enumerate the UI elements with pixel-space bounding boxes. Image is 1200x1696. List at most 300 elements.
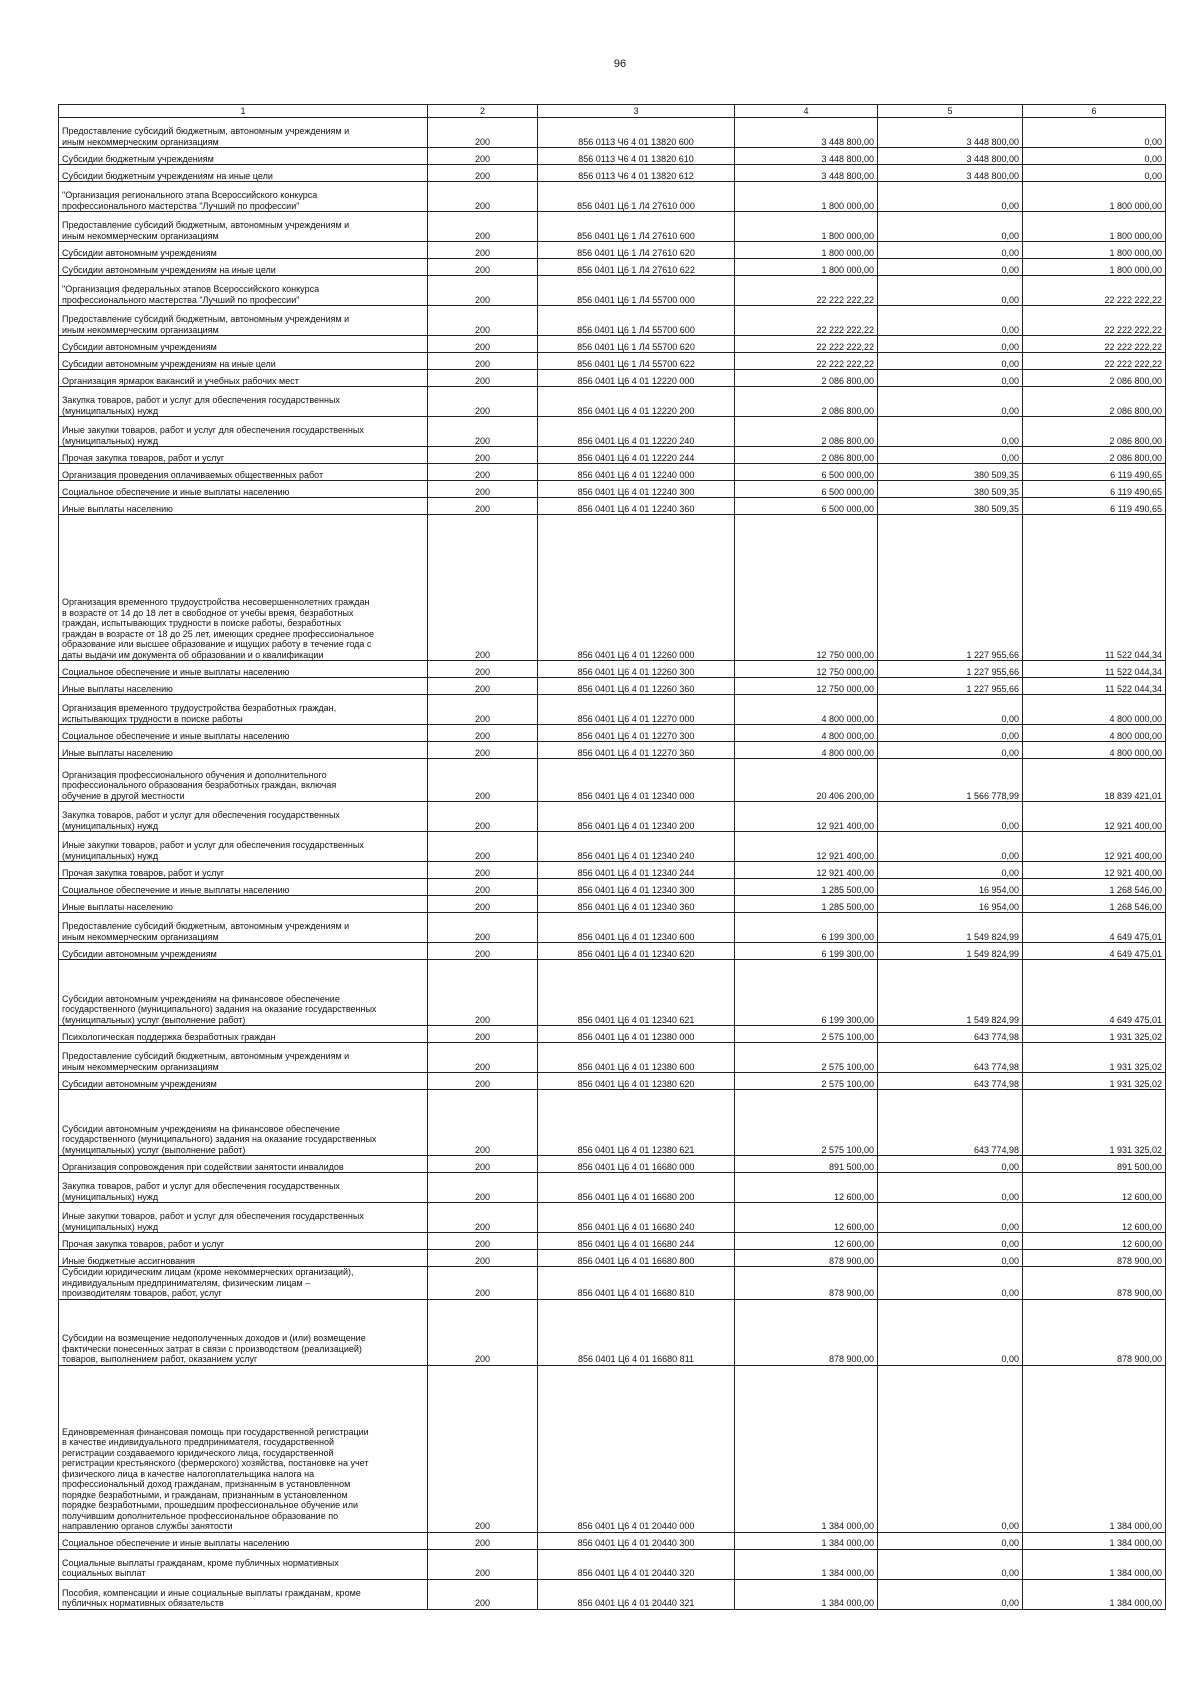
row-col5-value: 0,00: [878, 259, 1023, 276]
row-col4-value: 4 800 000,00: [735, 695, 878, 725]
table-row: [59, 1579, 1166, 1609]
row-group-cell: 200: [428, 661, 538, 678]
row-name-cell: Субсидии автономным учреждениям: [59, 1073, 428, 1090]
table-row: [59, 165, 1166, 182]
row-col5-value: 0,00: [878, 1267, 1023, 1300]
row-code-cell: 856 0401 Ц6 4 01 12270 300: [538, 725, 735, 742]
row-col4-value: 1 800 000,00: [735, 259, 878, 276]
row-col4-value: 12 750 000,00: [735, 678, 878, 695]
row-code-cell: 856 0401 Ц6 4 01 12260 360: [538, 678, 735, 695]
row-col4-value: 1 285 500,00: [735, 879, 878, 896]
row-col6-value: 1 384 000,00: [1023, 1579, 1166, 1609]
table-row: [59, 1156, 1166, 1173]
row-name-cell: Единовременная финансовая помощь при государственной регистрации в качестве индивидуального предпринимателя, государственной регистрации создаваемого юридического лица, государственной регистрации крестьянского (фермерского) хозяйства, постановке на учет физического лица в качестве налогоплательщика налога на профессиональный доход гражданам, признанным в установленном порядке безработными, и гражданам, признанным в установленном порядке безработными, прошедшим профессиональное обучение или получившим дополнительное профессиональное образование по направлению органов службы занятости: [59, 1365, 428, 1532]
row-code-cell: 856 0401 Ц6 4 01 12260 000: [538, 515, 735, 661]
row-name-cell: Иные выплаты населению: [59, 678, 428, 695]
row-col5-value: 643 774,98: [878, 1043, 1023, 1073]
row-col6-value: 1 384 000,00: [1023, 1532, 1166, 1549]
row-col5-value: 16 954,00: [878, 896, 1023, 913]
row-col4-value: 2 575 100,00: [735, 1026, 878, 1043]
header-cell-1: 1: [59, 105, 428, 118]
row-col4-value: 2 086 800,00: [735, 387, 878, 417]
row-code-cell: 856 0401 Ц6 4 01 12260 300: [538, 661, 735, 678]
table-row: [59, 862, 1166, 879]
row-col6-value: 22 222 222,22: [1023, 353, 1166, 370]
row-col6-value: 0,00: [1023, 148, 1166, 165]
table-row: [59, 1299, 1166, 1365]
row-col5-value: 3 448 800,00: [878, 148, 1023, 165]
row-col4-value: 3 448 800,00: [735, 118, 878, 148]
row-group-cell: 200: [428, 259, 538, 276]
row-name-cell: Прочая закупка товаров, работ и услуг: [59, 447, 428, 464]
row-code-cell: 856 0401 Ц6 4 01 12220 244: [538, 447, 735, 464]
row-col5-value: 0,00: [878, 276, 1023, 306]
row-col4-value: 20 406 200,00: [735, 759, 878, 802]
budget-table: [58, 104, 1166, 1610]
table-row: [59, 913, 1166, 943]
row-col6-value: 0,00: [1023, 118, 1166, 148]
row-code-cell: 856 0401 Ц6 4 01 12380 000: [538, 1026, 735, 1043]
row-col5-value: 0,00: [878, 695, 1023, 725]
table-row: [59, 1026, 1166, 1043]
row-group-cell: 200: [428, 1156, 538, 1173]
row-code-cell: 856 0401 Ц6 4 01 20440 320: [538, 1549, 735, 1579]
row-col6-value: 12 600,00: [1023, 1203, 1166, 1233]
row-col5-value: 0,00: [878, 242, 1023, 259]
row-code-cell: 856 0401 Ц6 1 Л4 27610 000: [538, 182, 735, 212]
row-name-cell: Социальное обеспечение и иные выплаты населению: [59, 879, 428, 896]
row-group-cell: 200: [428, 118, 538, 148]
row-col6-value: 6 119 490,65: [1023, 481, 1166, 498]
row-col4-value: 2 575 100,00: [735, 1090, 878, 1156]
row-name-cell: Психологическая поддержка безработных граждан: [59, 1026, 428, 1043]
row-col4-value: 1 384 000,00: [735, 1532, 878, 1549]
row-code-cell: 856 0401 Ц6 1 Л4 27610 620: [538, 242, 735, 259]
row-col4-value: 2 575 100,00: [735, 1043, 878, 1073]
row-col5-value: 16 954,00: [878, 879, 1023, 896]
row-group-cell: 200: [428, 1203, 538, 1233]
row-col5-value: 0,00: [878, 832, 1023, 862]
row-col5-value: 0,00: [878, 1250, 1023, 1267]
table-row: [59, 148, 1166, 165]
row-col4-value: 878 900,00: [735, 1267, 878, 1300]
table-row: [59, 1203, 1166, 1233]
header-cell-6: 6: [1023, 105, 1166, 118]
row-col5-value: 380 509,35: [878, 464, 1023, 481]
row-col6-value: 878 900,00: [1023, 1299, 1166, 1365]
row-name-cell: Предоставление субсидий бюджетным, автономным учреждениям и иным некоммерческим организациям: [59, 306, 428, 336]
row-code-cell: 856 0401 Ц6 4 01 12270 360: [538, 742, 735, 759]
row-col6-value: 11 522 044,34: [1023, 515, 1166, 661]
row-col6-value: 11 522 044,34: [1023, 678, 1166, 695]
row-name-cell: Закупка товаров, работ и услуг для обеспечения государственных (муниципальных) нужд: [59, 1173, 428, 1203]
row-col4-value: 12 750 000,00: [735, 661, 878, 678]
row-group-cell: 200: [428, 725, 538, 742]
row-col6-value: 4 800 000,00: [1023, 725, 1166, 742]
row-group-cell: 200: [428, 1173, 538, 1203]
table-row: [59, 1043, 1166, 1073]
row-col6-value: 1 384 000,00: [1023, 1549, 1166, 1579]
row-col6-value: 2 086 800,00: [1023, 370, 1166, 387]
row-col6-value: 878 900,00: [1023, 1267, 1166, 1300]
table-row: [59, 661, 1166, 678]
table-row: [59, 695, 1166, 725]
row-col4-value: 1 384 000,00: [735, 1579, 878, 1609]
row-code-cell: 856 0401 Ц6 4 01 12380 600: [538, 1043, 735, 1073]
row-code-cell: 856 0401 Ц6 1 Л4 27610 622: [538, 259, 735, 276]
table-row: [59, 1267, 1166, 1300]
row-name-cell: Социальное обеспечение и иные выплаты населению: [59, 725, 428, 742]
row-col4-value: 4 800 000,00: [735, 742, 878, 759]
row-name-cell: Предоставление субсидий бюджетным, автономным учреждениям и иным некоммерческим организациям: [59, 118, 428, 148]
table-row: [59, 387, 1166, 417]
row-code-cell: 856 0113 Ч6 4 01 13820 610: [538, 148, 735, 165]
row-col6-value: 1 931 325,02: [1023, 1090, 1166, 1156]
row-code-cell: 856 0401 Ц6 4 01 12240 000: [538, 464, 735, 481]
row-col5-value: 0,00: [878, 1233, 1023, 1250]
row-code-cell: 856 0401 Ц6 4 01 12340 621: [538, 960, 735, 1026]
row-code-cell: 856 0401 Ц6 1 Л4 55700 000: [538, 276, 735, 306]
row-group-cell: 200: [428, 1267, 538, 1300]
row-col4-value: 2 086 800,00: [735, 447, 878, 464]
row-col4-value: 878 900,00: [735, 1299, 878, 1365]
row-col5-value: 1 549 824,99: [878, 943, 1023, 960]
row-col5-value: 0,00: [878, 1365, 1023, 1532]
row-name-cell: Социальные выплаты гражданам, кроме публичных нормативных социальных выплат: [59, 1549, 428, 1579]
row-group-cell: 200: [428, 212, 538, 242]
row-group-cell: 200: [428, 447, 538, 464]
row-col6-value: 12 600,00: [1023, 1173, 1166, 1203]
row-code-cell: 856 0401 Ц6 4 01 12340 244: [538, 862, 735, 879]
row-name-cell: Иные выплаты населению: [59, 896, 428, 913]
row-col4-value: 6 500 000,00: [735, 464, 878, 481]
table-row: [59, 1173, 1166, 1203]
row-code-cell: 856 0401 Ц6 4 01 12270 000: [538, 695, 735, 725]
row-col5-value: 3 448 800,00: [878, 165, 1023, 182]
row-code-cell: 856 0401 Ц6 4 01 12340 360: [538, 896, 735, 913]
row-col4-value: 22 222 222,22: [735, 353, 878, 370]
row-name-cell: Пособия, компенсации и иные социальные выплаты гражданам, кроме публичных нормативных обязательств: [59, 1579, 428, 1609]
table-row: [59, 447, 1166, 464]
row-group-cell: 200: [428, 1026, 538, 1043]
row-name-cell: Субсидии на возмещение недополученных доходов и (или) возмещение фактически понесенных затрат в связи с производством (реализацией) товаров, выполнением работ, оказанием услуг: [59, 1299, 428, 1365]
row-group-cell: 200: [428, 1549, 538, 1579]
row-name-cell: Предоставление субсидий бюджетным, автономным учреждениям и иным некоммерческим организациям: [59, 913, 428, 943]
row-code-cell: 856 0401 Ц6 4 01 16680 000: [538, 1156, 735, 1173]
row-group-cell: 200: [428, 1579, 538, 1609]
row-col5-value: 380 509,35: [878, 481, 1023, 498]
row-name-cell: "Организация регионального этапа Всероссийского конкурса профессионального мастерства "Лучший по профессии": [59, 182, 428, 212]
row-col5-value: 0,00: [878, 802, 1023, 832]
row-col4-value: 12 750 000,00: [735, 515, 878, 661]
row-col4-value: 2 575 100,00: [735, 1073, 878, 1090]
row-group-cell: 200: [428, 182, 538, 212]
table-row: [59, 370, 1166, 387]
row-col5-value: 0,00: [878, 725, 1023, 742]
row-group-cell: 200: [428, 896, 538, 913]
row-col4-value: 1 800 000,00: [735, 242, 878, 259]
row-name-cell: Организация профессионального обучения и дополнительного профессионального образования безработных граждан, включая обучение в другой местности: [59, 759, 428, 802]
table-row: [59, 353, 1166, 370]
table-row: [59, 960, 1166, 1026]
row-col4-value: 12 921 400,00: [735, 832, 878, 862]
row-name-cell: Прочая закупка товаров, работ и услуг: [59, 1233, 428, 1250]
table-row: [59, 1090, 1166, 1156]
row-name-cell: Субсидии автономным учреждениям на финансовое обеспечение государственного (муниципального) задания на оказание государственных (муниципальных) услуг (выполнение работ): [59, 1090, 428, 1156]
row-group-cell: 200: [428, 498, 538, 515]
row-name-cell: Предоставление субсидий бюджетным, автономным учреждениям и иным некоммерческим организациям: [59, 212, 428, 242]
row-col4-value: 1 800 000,00: [735, 182, 878, 212]
row-col6-value: 2 086 800,00: [1023, 417, 1166, 447]
row-code-cell: 856 0401 Ц6 4 01 16680 800: [538, 1250, 735, 1267]
row-group-cell: 200: [428, 1365, 538, 1532]
row-col5-value: 0,00: [878, 182, 1023, 212]
row-code-cell: 856 0401 Ц6 4 01 12340 300: [538, 879, 735, 896]
row-col4-value: 6 199 300,00: [735, 913, 878, 943]
row-name-cell: Закупка товаров, работ и услуг для обеспечения государственных (муниципальных) нужд: [59, 802, 428, 832]
row-code-cell: 856 0113 Ч6 4 01 13820 612: [538, 165, 735, 182]
row-col4-value: 6 199 300,00: [735, 960, 878, 1026]
row-code-cell: 856 0401 Ц6 4 01 12340 600: [538, 913, 735, 943]
row-col6-value: 4 649 475,01: [1023, 913, 1166, 943]
row-code-cell: 856 0401 Ц6 4 01 12240 300: [538, 481, 735, 498]
row-col6-value: 1 931 325,02: [1023, 1043, 1166, 1073]
row-code-cell: 856 0401 Ц6 4 01 12220 200: [538, 387, 735, 417]
table-row: [59, 725, 1166, 742]
row-name-cell: Прочая закупка товаров, работ и услуг: [59, 862, 428, 879]
row-group-cell: 200: [428, 1233, 538, 1250]
row-col4-value: 6 199 300,00: [735, 943, 878, 960]
row-code-cell: 856 0401 Ц6 4 01 12340 000: [538, 759, 735, 802]
row-group-cell: 200: [428, 832, 538, 862]
table-row: [59, 336, 1166, 353]
row-col5-value: 1 566 778,99: [878, 759, 1023, 802]
table-row: [59, 498, 1166, 515]
row-code-cell: 856 0401 Ц6 1 Л4 55700 622: [538, 353, 735, 370]
row-name-cell: Субсидии автономным учреждениям на финансовое обеспечение государственного (муниципального) задания на оказание государственных (муниципальных) услуг (выполнение работ): [59, 960, 428, 1026]
table-row: [59, 896, 1166, 913]
table-row: [59, 481, 1166, 498]
row-col6-value: 6 119 490,65: [1023, 498, 1166, 515]
row-col5-value: 0,00: [878, 353, 1023, 370]
row-code-cell: 856 0401 Ц6 4 01 20440 300: [538, 1532, 735, 1549]
row-group-cell: 200: [428, 759, 538, 802]
row-group-cell: 200: [428, 370, 538, 387]
row-col5-value: 1 227 955,66: [878, 661, 1023, 678]
table-row: [59, 759, 1166, 802]
row-col4-value: 22 222 222,22: [735, 306, 878, 336]
row-code-cell: 856 0401 Ц6 4 01 12380 620: [538, 1073, 735, 1090]
row-col5-value: 1 549 824,99: [878, 960, 1023, 1026]
row-group-cell: 200: [428, 464, 538, 481]
row-group-cell: 200: [428, 1073, 538, 1090]
row-name-cell: Иные выплаты населению: [59, 742, 428, 759]
row-code-cell: 856 0401 Ц6 4 01 12340 200: [538, 802, 735, 832]
row-col4-value: 1 800 000,00: [735, 212, 878, 242]
row-name-cell: Организация временного трудоустройства несовершеннолетних граждан в возрасте от 14 до 18 лет в свободное от учебы время, безработных граждан, испытывающих трудности в поиске работы, безработных граждан в возрасте от 18 до 25 лет, имеющих среднее профессиональное образование или высшее образование и ищущих работу в течение года с даты выдачи им документа об образовании и о квалификации: [59, 515, 428, 661]
row-col6-value: 1 931 325,02: [1023, 1073, 1166, 1090]
table-row: [59, 515, 1166, 661]
table-body: [59, 118, 1166, 1610]
row-code-cell: 856 0401 Ц6 4 01 12240 360: [538, 498, 735, 515]
row-code-cell: 856 0401 Ц6 4 01 12340 620: [538, 943, 735, 960]
row-group-cell: 200: [428, 1299, 538, 1365]
row-col4-value: 2 086 800,00: [735, 417, 878, 447]
row-col5-value: 0,00: [878, 387, 1023, 417]
row-name-cell: Предоставление субсидий бюджетным, автономным учреждениям и иным некоммерческим организациям: [59, 1043, 428, 1073]
row-col5-value: 643 774,98: [878, 1073, 1023, 1090]
table-row: [59, 118, 1166, 148]
row-col5-value: 0,00: [878, 1549, 1023, 1579]
row-col5-value: 643 774,98: [878, 1026, 1023, 1043]
row-name-cell: Закупка товаров, работ и услуг для обеспечения государственных (муниципальных) нужд: [59, 387, 428, 417]
row-code-cell: 856 0113 Ч6 4 01 13820 600: [538, 118, 735, 148]
row-col4-value: 6 500 000,00: [735, 498, 878, 515]
row-col4-value: 878 900,00: [735, 1250, 878, 1267]
row-name-cell: Организация ярмарок вакансий и учебных рабочих мест: [59, 370, 428, 387]
row-col4-value: 6 500 000,00: [735, 481, 878, 498]
row-name-cell: Субсидии автономным учреждениям: [59, 943, 428, 960]
row-group-cell: 200: [428, 336, 538, 353]
row-col4-value: 12 921 400,00: [735, 802, 878, 832]
table-row: [59, 742, 1166, 759]
table-header-row: [59, 105, 1166, 118]
row-group-cell: 200: [428, 678, 538, 695]
row-col6-value: 12 921 400,00: [1023, 802, 1166, 832]
row-code-cell: 856 0401 Ц6 4 01 16680 200: [538, 1173, 735, 1203]
row-group-cell: 200: [428, 165, 538, 182]
table-row: [59, 943, 1166, 960]
row-col6-value: 1 268 546,00: [1023, 879, 1166, 896]
table-row: [59, 212, 1166, 242]
row-name-cell: Субсидии автономным учреждениям на иные цели: [59, 259, 428, 276]
header-cell-4: 4: [735, 105, 878, 118]
table-row: [59, 1233, 1166, 1250]
row-group-cell: 200: [428, 353, 538, 370]
row-group-cell: 200: [428, 242, 538, 259]
row-group-cell: 200: [428, 742, 538, 759]
row-col6-value: 4 800 000,00: [1023, 695, 1166, 725]
row-group-cell: 200: [428, 276, 538, 306]
row-col4-value: 12 600,00: [735, 1203, 878, 1233]
row-name-cell: Иные закупки товаров, работ и услуг для обеспечения государственных (муниципальных) нужд: [59, 1203, 428, 1233]
row-group-cell: 200: [428, 695, 538, 725]
row-col6-value: 22 222 222,22: [1023, 336, 1166, 353]
row-group-cell: 200: [428, 879, 538, 896]
row-col6-value: 1 800 000,00: [1023, 182, 1166, 212]
row-col4-value: 2 086 800,00: [735, 370, 878, 387]
table-row: [59, 306, 1166, 336]
table-row: [59, 802, 1166, 832]
row-group-cell: 200: [428, 960, 538, 1026]
row-code-cell: 856 0401 Ц6 1 Л4 55700 600: [538, 306, 735, 336]
row-col6-value: 878 900,00: [1023, 1250, 1166, 1267]
row-col4-value: 1 384 000,00: [735, 1549, 878, 1579]
row-col5-value: 0,00: [878, 370, 1023, 387]
row-group-cell: 200: [428, 943, 538, 960]
row-col5-value: 0,00: [878, 1532, 1023, 1549]
table-row: [59, 832, 1166, 862]
table-row: [59, 879, 1166, 896]
row-group-cell: 200: [428, 802, 538, 832]
header-cell-3: 3: [538, 105, 735, 118]
row-col6-value: 1 800 000,00: [1023, 242, 1166, 259]
table-row: [59, 276, 1166, 306]
row-col4-value: 891 500,00: [735, 1156, 878, 1173]
row-col6-value: 1 384 000,00: [1023, 1365, 1166, 1532]
row-col4-value: 3 448 800,00: [735, 148, 878, 165]
row-name-cell: Иные бюджетные ассигнования: [59, 1250, 428, 1267]
row-col4-value: 12 600,00: [735, 1173, 878, 1203]
table-row: [59, 1549, 1166, 1579]
row-code-cell: 856 0401 Ц6 4 01 16680 244: [538, 1233, 735, 1250]
row-name-cell: Субсидии бюджетным учреждениям: [59, 148, 428, 165]
row-col5-value: 0,00: [878, 417, 1023, 447]
row-col6-value: 18 839 421,01: [1023, 759, 1166, 802]
row-col6-value: 12 921 400,00: [1023, 862, 1166, 879]
row-col6-value: 4 649 475,01: [1023, 943, 1166, 960]
row-name-cell: Субсидии автономным учреждениям: [59, 242, 428, 259]
row-col6-value: 4 800 000,00: [1023, 742, 1166, 759]
row-code-cell: 856 0401 Ц6 1 Л4 55700 620: [538, 336, 735, 353]
row-name-cell: Иные выплаты населению: [59, 498, 428, 515]
table-row: [59, 1532, 1166, 1549]
row-col5-value: 1 227 955,66: [878, 678, 1023, 695]
row-code-cell: 856 0401 Ц6 4 01 12220 240: [538, 417, 735, 447]
row-name-cell: Социальное обеспечение и иные выплаты населению: [59, 1532, 428, 1549]
table-row: [59, 242, 1166, 259]
row-col5-value: 0,00: [878, 1156, 1023, 1173]
row-col5-value: 1 549 824,99: [878, 913, 1023, 943]
row-col6-value: 1 800 000,00: [1023, 212, 1166, 242]
row-code-cell: 856 0401 Ц6 4 01 20440 000: [538, 1365, 735, 1532]
row-col4-value: 12 600,00: [735, 1233, 878, 1250]
row-col6-value: 12 921 400,00: [1023, 832, 1166, 862]
row-col6-value: 1 931 325,02: [1023, 1026, 1166, 1043]
row-col6-value: 1 268 546,00: [1023, 896, 1166, 913]
row-col5-value: 0,00: [878, 447, 1023, 464]
row-col4-value: 4 800 000,00: [735, 725, 878, 742]
row-col6-value: 2 086 800,00: [1023, 387, 1166, 417]
row-col6-value: 12 600,00: [1023, 1233, 1166, 1250]
row-group-cell: 200: [428, 306, 538, 336]
row-col6-value: 0,00: [1023, 165, 1166, 182]
header-cell-5: 5: [878, 105, 1023, 118]
row-group-cell: 200: [428, 387, 538, 417]
row-col4-value: 12 921 400,00: [735, 862, 878, 879]
row-group-cell: 200: [428, 515, 538, 661]
row-col5-value: 0,00: [878, 1173, 1023, 1203]
table-row: [59, 182, 1166, 212]
row-group-cell: 200: [428, 1090, 538, 1156]
row-group-cell: 200: [428, 913, 538, 943]
row-name-cell: Субсидии автономным учреждениям на иные цели: [59, 353, 428, 370]
row-col5-value: 380 509,35: [878, 498, 1023, 515]
row-col4-value: 3 448 800,00: [735, 165, 878, 182]
row-col5-value: 0,00: [878, 1299, 1023, 1365]
row-name-cell: Организация временного трудоустройства безработных граждан, испытывающих трудности в поиске работы: [59, 695, 428, 725]
row-code-cell: 856 0401 Ц6 4 01 12340 240: [538, 832, 735, 862]
row-col4-value: 1 285 500,00: [735, 896, 878, 913]
table-row: [59, 678, 1166, 695]
row-code-cell: 856 0401 Ц6 4 01 16680 240: [538, 1203, 735, 1233]
table-row: [59, 464, 1166, 481]
page-number: 96: [613, 58, 627, 70]
row-col5-value: 643 774,98: [878, 1090, 1023, 1156]
row-group-cell: 200: [428, 1043, 538, 1073]
row-name-cell: Организация сопровождения при содействии занятости инвалидов: [59, 1156, 428, 1173]
row-col6-value: 22 222 222,22: [1023, 306, 1166, 336]
